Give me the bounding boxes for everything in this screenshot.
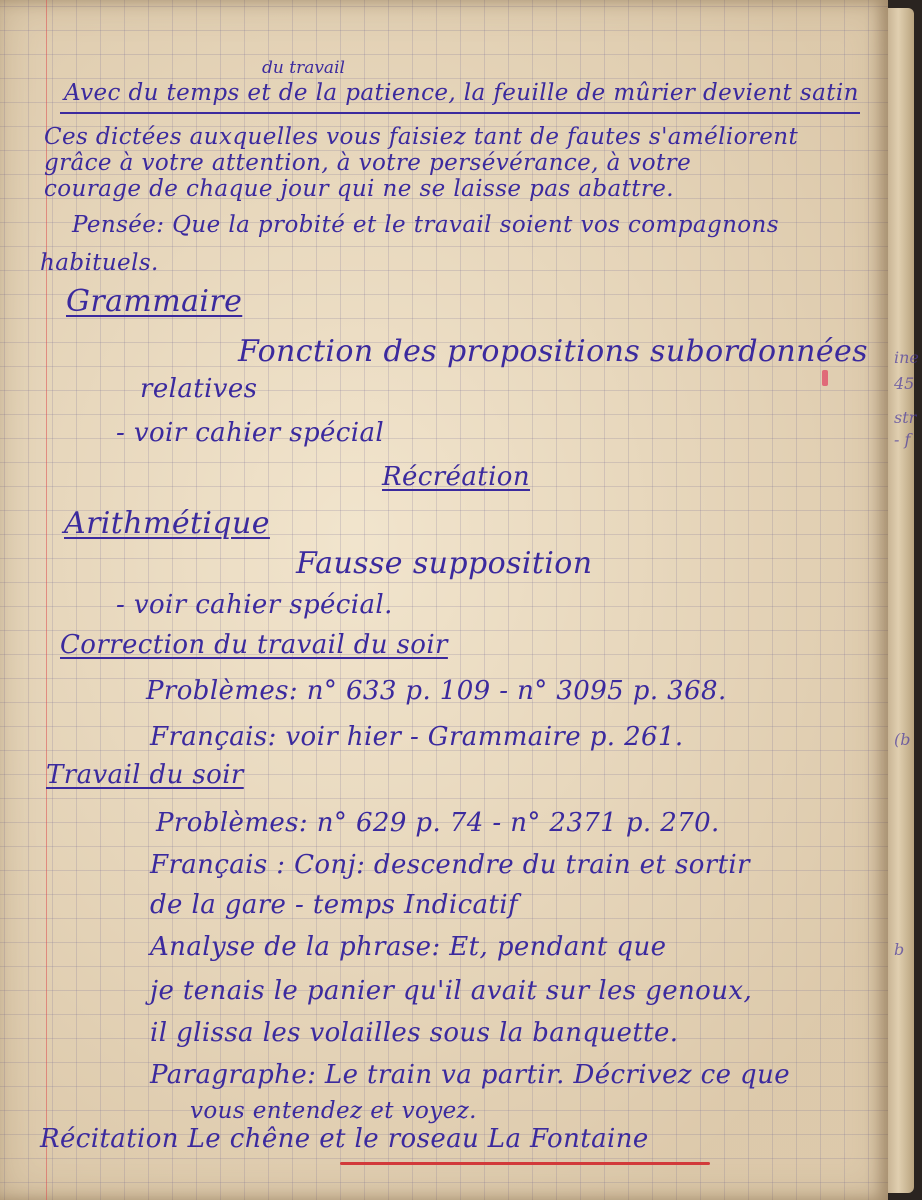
- line-4: courage de chaque jour qui ne se laisse pas abattre.: [44, 176, 675, 202]
- line-3: grâce à votre attention, à votre persévérance, à votre: [44, 150, 692, 176]
- correction-problems: Problèmes: n° 633 p. 109 - n° 3095 p. 368.: [146, 676, 727, 706]
- edge-fragment-3: str: [894, 408, 917, 427]
- edge-fragment-6: b: [894, 940, 905, 959]
- homework-problems: Problèmes: n° 629 p. 74 - n° 2371 p. 270.: [156, 808, 720, 838]
- arith-topic: Fausse supposition: [296, 546, 593, 581]
- paragraph-line-2: vous entendez et voyez.: [190, 1098, 477, 1124]
- homework-francais-cont: de la gare - temps Indicatif: [150, 890, 519, 920]
- line-6: habituels.: [40, 250, 159, 276]
- paragraph-line-1: Paragraphe: Le train va partir. Décrivez ce que: [150, 1060, 791, 1090]
- edge-fragment-5: (b: [894, 730, 911, 749]
- line-2: Ces dictées auxquelles vous faisiez tant de fautes s'améliorent: [44, 124, 799, 150]
- grammar-topic: Fonction des propositions subordonnées: [238, 334, 868, 369]
- line-5: Pensée: Que la probité et le travail soient vos compagnons: [72, 212, 779, 238]
- red-underline: [340, 1162, 710, 1165]
- homework-francais: Français : Conj: descendre du train et sortir: [150, 850, 750, 880]
- next-page-edge: [888, 8, 917, 1193]
- analysis-line-1: Analyse de la phrase: Et, pendant que: [150, 932, 667, 962]
- arith-ref: - voir cahier spécial.: [116, 590, 393, 620]
- edge-fragment-4: - f: [894, 430, 911, 449]
- insertion-note: du travail: [262, 58, 345, 78]
- line-1-rule: [60, 112, 860, 114]
- heading-grammaire: Grammaire: [66, 284, 243, 319]
- analysis-line-3: il glissa les volailles sous la banquette.: [150, 1018, 679, 1048]
- correction-francais: Français: voir hier - Grammaire p. 261.: [150, 722, 684, 752]
- heading-recreation: Récréation: [382, 462, 531, 492]
- edge-fragment-1: ine: [894, 348, 919, 367]
- analysis-line-2: je tenais le panier qu'il avait sur les genoux,: [150, 976, 753, 1006]
- heading-arithmetique: Arithmétique: [64, 506, 270, 541]
- heading-correction: Correction du travail du soir: [60, 630, 448, 660]
- red-ink-mark: [822, 370, 828, 386]
- edge-fragment-2: 45: [894, 374, 915, 393]
- heading-travail-soir: Travail du soir: [46, 760, 244, 790]
- grammar-topic-cont: relatives: [140, 374, 258, 404]
- line-1: Avec du temps et de la patience, la feuille de mûrier devient satin: [64, 80, 859, 106]
- recitation-line: Récitation Le chêne et le roseau La Fontaine: [40, 1124, 649, 1154]
- grammar-ref: - voir cahier spécial: [116, 418, 385, 448]
